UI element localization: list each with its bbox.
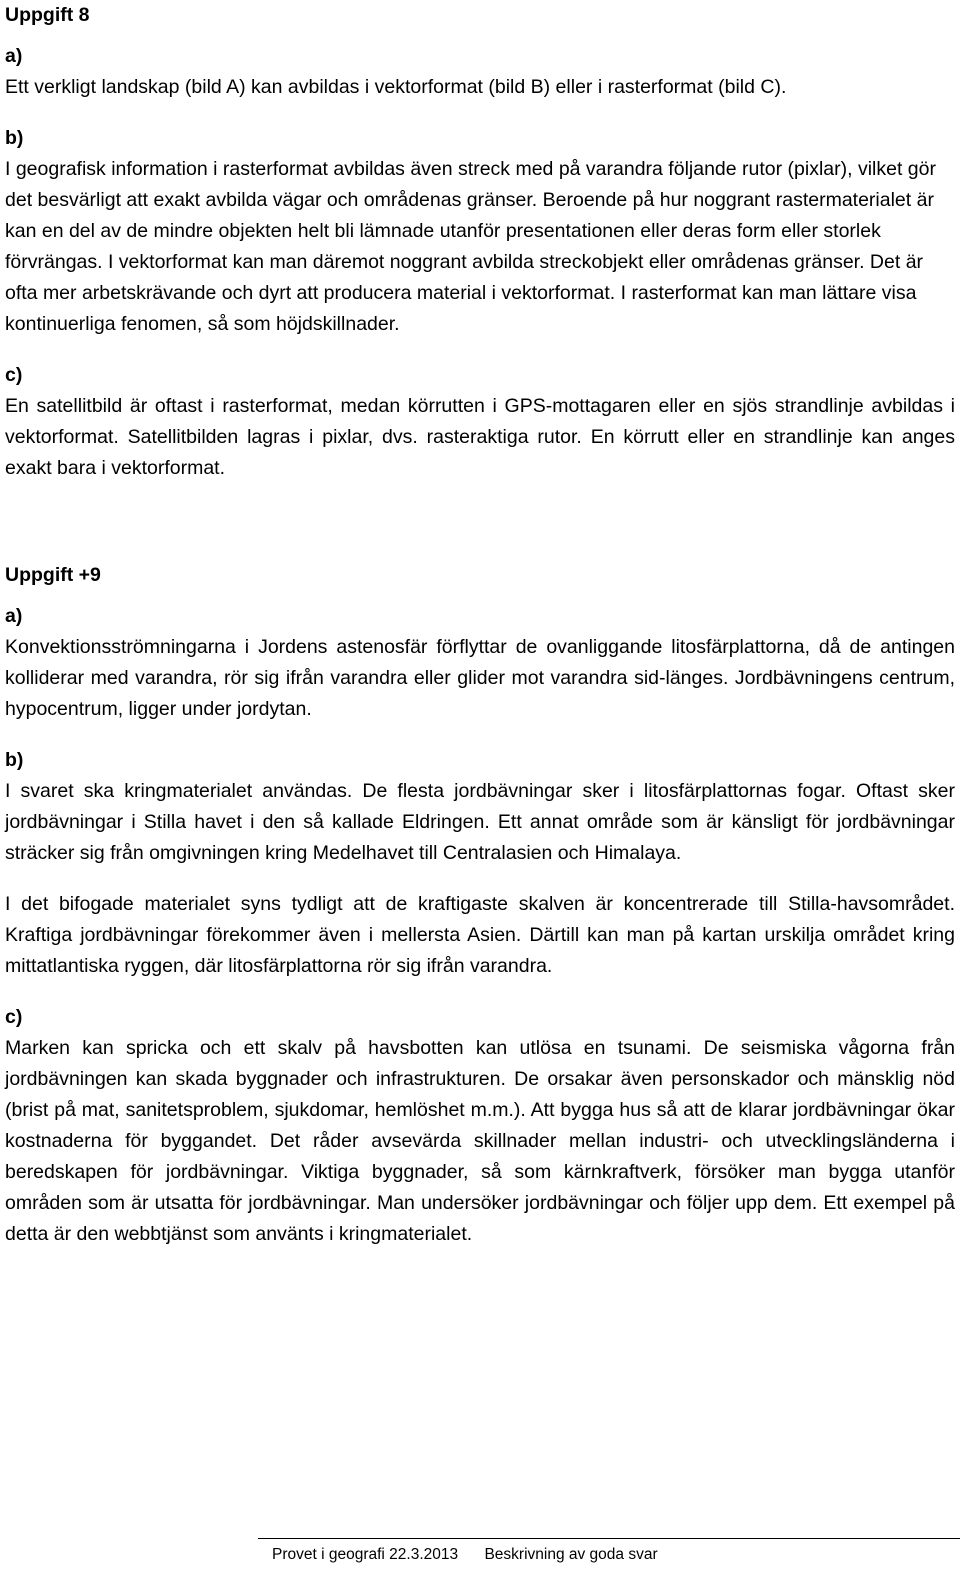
document-page [5,0,955,1250]
page-footer [272,1543,658,1567]
task-9-heading: Uppgift +9 [5,564,101,586]
task-8-c-label: c) [5,364,23,386]
task-9-b-text-2: I det bifogade materialet syns tydligt att de kraftigaste skalven är koncentrerade till Stilla-havsområdet. Kraftiga jordbävningar förekommer även i mellersta Asien. Därtill kan man på kartan urskilja området kring mittatlantiska ryggen, där litosfärplattorna rör sig ifrån varandra. [5,893,955,977]
footer-divider [258,1538,960,1539]
task-8-b-text: I geografisk information i rasterformat avbildas även streck med på varandra följande rutor (pixlar), vilket gör det besvärligt att exakt avbilda vägar och områdenas gränser. Beroende på hur noggrant rastermaterialet är kan en del av de mindre objekten helt bli lämnade utanför presentationen eller deras form eller storlek förvrängas. I vektorformat kan man däremot noggrant avbilda streckobjekt eller områdenas gränser. Det är ofta mer arbetskrävande och dyrt att producera material i vektorformat. I rasterformat kan man lättare visa kontinuerliga fenomen, så som höjdskillnader. [5,158,936,335]
task-8-b-label: b) [5,127,24,149]
task-9-c-label: c) [5,1006,23,1028]
task-8-a-text: Ett verkligt landskap (bild A) kan avbildas i vektorformat (bild B) eller i rasterformat (bild C). [5,76,787,98]
task-8-a-label: a) [5,45,23,67]
task-9-b-label: b) [5,749,24,771]
task-8-c-text: En satellitbild är oftast i rasterformat, medan körrutten i GPS-mottagaren eller en sjös strandlinje avbildas i vektorformat. Satellitbilden lagras i pixlar, dvs. rasteraktiga rutor. En körrutt eller en strandlinje kan anges exakt bara i vektorformat. [5,395,955,479]
footer-exam-title: Provet i geografi 22.3.2013 [272,1546,459,1563]
task-8-heading: Uppgift 8 [5,4,90,26]
task-9-a-label: a) [5,605,23,627]
task-9-a-text: Konvektionsströmningarna i Jordens astenosfär förflyttar de ovanliggande litosfärplattorna, då de antingen kolliderar med varandra, rör sig ifrån varandra eller glider mot varandra sid-länges. Jordbävningens centrum, hypocentrum, ligger under jordytan. [5,636,955,720]
task-9-b-text-1: I svaret ska kringmaterialet användas. De flesta jordbävningar sker i litosfärplattornas fogar. Oftast sker jordbävningar i Stilla havet i den så kallade Eldringen. Ett annat område som är känsligt för jordbävningar sträcker sig från omgivningen kring Medelhavet till Centralasien och Himalaya. [5,780,955,864]
footer-description: Beskrivning av goda svar [484,1546,658,1563]
task-9-c-text: Marken kan spricka och ett skalv på havsbotten kan utlösa en tsunami. De seismiska vågorna från jordbävningen kan skada byggnader och infrastrukturen. De orsakar även personskador och mänsklig nöd (brist på mat, sanitetsproblem, sjukdomar, hemlöshet m.m.). Att bygga hus så att de klarar jordbävningar ökar kostnaderna för byggandet. Det råder avsevärda skillnader mellan industri- och utvecklingsländerna i beredskapen för jordbävningar. Viktiga byggnader, så som kärnkraftverk, försöker man bygga utanför områden som är utsatta för jordbävningar. Man undersöker jordbävningar och följer upp dem. Ett exempel på detta är den webbtjänst som använts i kringmaterialet. [5,1037,955,1245]
